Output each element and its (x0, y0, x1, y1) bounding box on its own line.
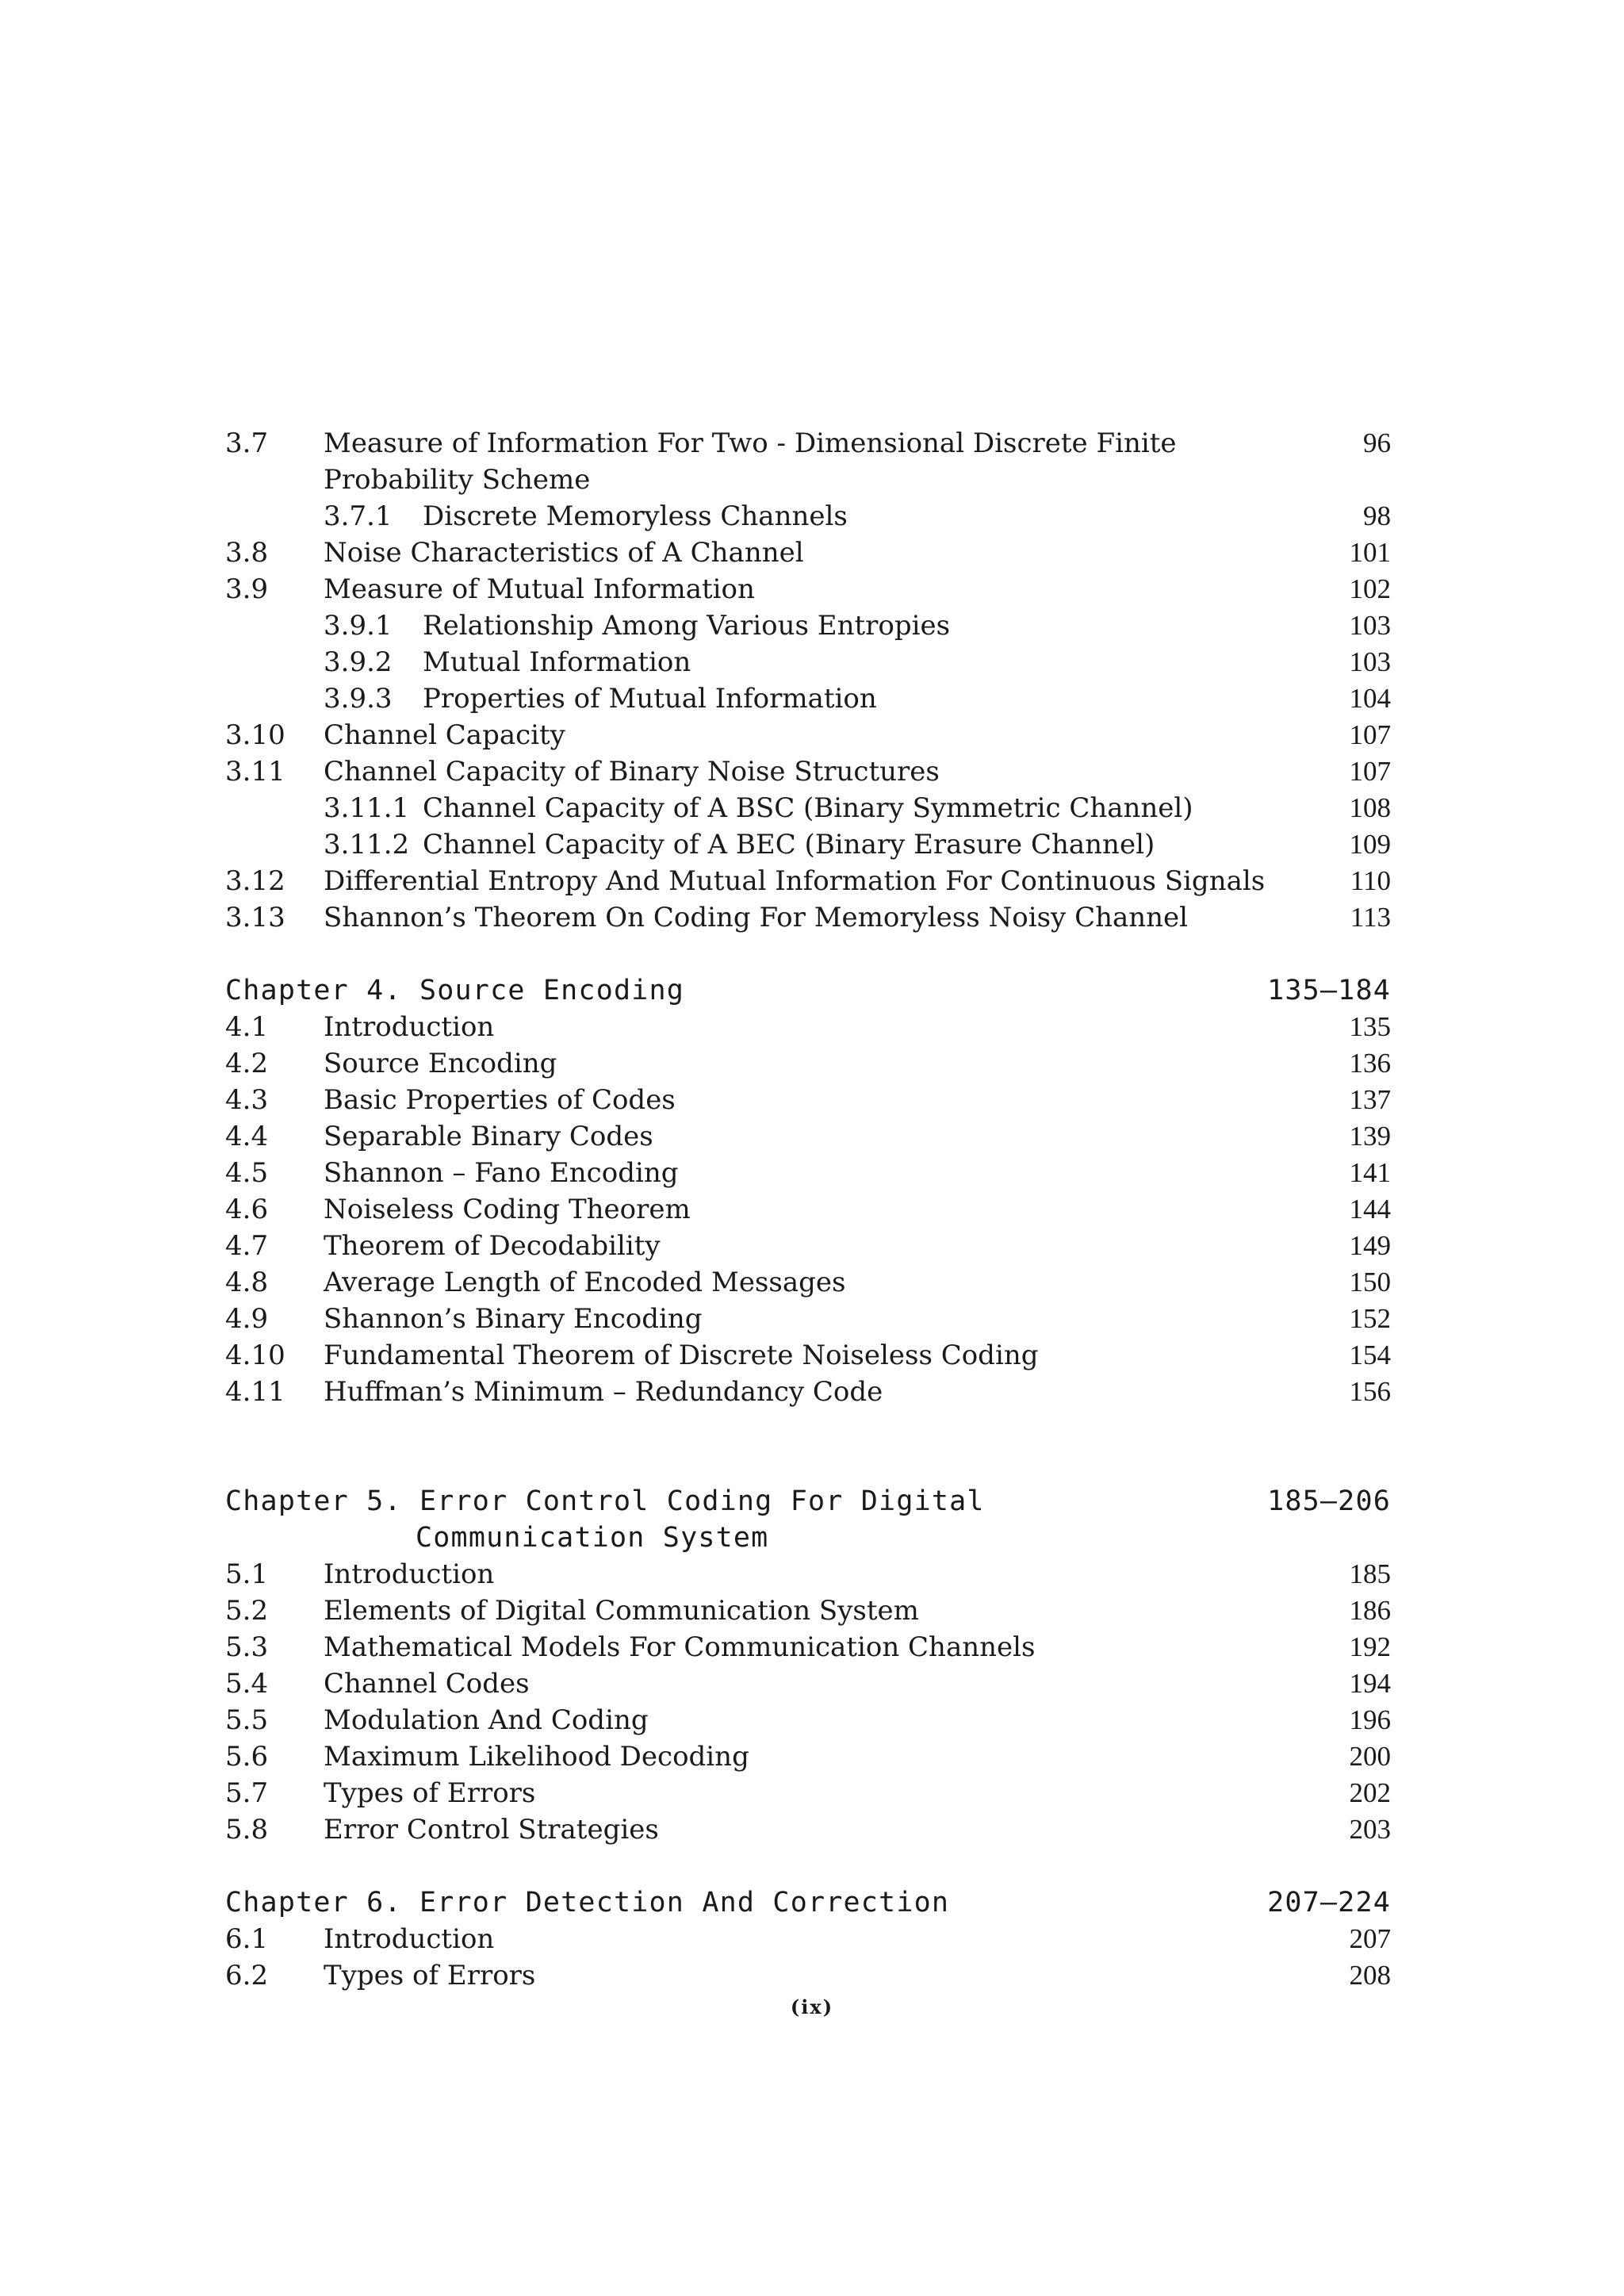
entry-number: 3.7.1 (324, 500, 393, 532)
entry-page: 185 (1349, 1558, 1391, 1589)
chapter-5-heading-continuation (225, 1520, 1391, 1556)
entry-page: 109 (1349, 829, 1391, 860)
chapter-page-range: 207–224 (1267, 1887, 1391, 1918)
entry-title: Elements of Digital Communication System (324, 1595, 919, 1627)
toc-entry (225, 1337, 1391, 1374)
entry-title: Theorem of Decodability (324, 1230, 661, 1262)
entry-number: 3.10 (225, 719, 285, 751)
entry-page: 136 (1349, 1048, 1391, 1079)
entry-page: 154 (1349, 1340, 1391, 1370)
toc-entry (225, 425, 1391, 462)
entry-number: 4.6 (225, 1194, 269, 1225)
entry-page: 103 (1349, 610, 1391, 641)
toc-entry (225, 535, 1391, 571)
entry-title: Fundamental Theorem of Discrete Noiseless Coding (324, 1340, 1039, 1371)
entry-page: 152 (1349, 1303, 1391, 1334)
toc-entry-continuation (225, 462, 1391, 498)
toc-entry (225, 1921, 1391, 1957)
entry-title: Channel Capacity of A BSC (Binary Symmetric Channel) (423, 792, 1193, 824)
entry-number: 3.11.1 (324, 792, 410, 824)
toc-entry (225, 717, 1391, 753)
toc-entry (225, 1118, 1391, 1155)
toc-entry (225, 1665, 1391, 1702)
entry-number: 3.9.1 (324, 610, 393, 642)
toc-entry (225, 899, 1391, 936)
toc-entry (225, 1775, 1391, 1811)
entry-number: 4.8 (225, 1267, 269, 1298)
entry-title: Introduction (324, 1011, 495, 1043)
chapter-title: Chapter 4. Source Encoding (225, 975, 685, 1006)
chapter-5-heading (225, 1483, 1391, 1520)
entry-title: Differential Entropy And Mutual Information For Continuous Signals (324, 865, 1266, 897)
entry-number: 5.8 (225, 1814, 269, 1846)
entry-page: 110 (1350, 865, 1391, 896)
entry-title: Modulation And Coding (324, 1704, 649, 1736)
entry-title: Probability Scheme (324, 464, 591, 496)
entry-page: 102 (1349, 573, 1391, 604)
entry-title: Error Control Strategies (324, 1814, 659, 1846)
entry-page: 194 (1349, 1668, 1391, 1699)
entry-number: 3.11.2 (324, 829, 410, 861)
toc-entry (225, 863, 1391, 899)
entry-title: Source Encoding (324, 1048, 557, 1079)
entry-number: 6.2 (225, 1960, 269, 1991)
entry-title: Shannon’s Theorem On Coding For Memoryless Noisy Channel (324, 902, 1189, 933)
toc-entry (225, 1629, 1391, 1665)
entry-number: 4.1 (225, 1011, 269, 1043)
entry-title: Measure of Information For Two - Dimensional Discrete Finite (324, 427, 1177, 459)
entry-page: 139 (1349, 1121, 1391, 1152)
entry-page: 196 (1349, 1704, 1391, 1735)
entry-title: Types of Errors (324, 1777, 536, 1809)
entry-page: 107 (1349, 756, 1391, 787)
entry-number: 4.2 (225, 1048, 269, 1079)
toc-entry (225, 571, 1391, 608)
entry-title: Introduction (324, 1558, 495, 1590)
entry-page: 135 (1349, 1011, 1391, 1042)
entry-title: Mutual Information (423, 646, 691, 678)
entry-number: 5.1 (225, 1558, 269, 1590)
entry-page: 186 (1349, 1595, 1391, 1626)
entry-number: 6.1 (225, 1923, 269, 1955)
toc-entry (225, 1702, 1391, 1738)
entry-page: 96 (1363, 427, 1391, 458)
entry-page: 144 (1349, 1194, 1391, 1225)
chapter-title-continuation: Communication System (416, 1522, 769, 1554)
table-of-contents (225, 425, 1391, 1994)
spacer (225, 1410, 1391, 1483)
entry-number: 5.4 (225, 1668, 269, 1700)
spacer (225, 1848, 1391, 1884)
entry-page: 98 (1363, 500, 1391, 531)
entry-title: Maximum Likelihood Decoding (324, 1741, 749, 1773)
toc-entry (225, 1957, 1391, 1994)
entry-number: 4.11 (225, 1376, 285, 1408)
chapter-4-heading (225, 972, 1391, 1009)
entry-number: 3.8 (225, 537, 269, 569)
entry-title: Properties of Mutual Information (423, 683, 877, 715)
toc-entry (225, 1264, 1391, 1301)
toc-subentry (225, 498, 1391, 535)
entry-title: Relationship Among Various Entropies (423, 610, 951, 642)
toc-entry (225, 1155, 1391, 1191)
entry-page: 104 (1349, 683, 1391, 714)
entry-title: Channel Capacity (324, 719, 565, 751)
entry-number: 3.9.2 (324, 646, 393, 678)
entry-title: Types of Errors (324, 1960, 536, 1991)
entry-page: 113 (1350, 902, 1391, 933)
toc-entry (225, 1811, 1391, 1848)
entry-title: Separable Binary Codes (324, 1121, 653, 1152)
entry-page: 207 (1349, 1923, 1391, 1954)
entry-number: 4.4 (225, 1121, 269, 1152)
entry-title: Noise Characteristics of A Channel (324, 537, 804, 569)
toc-subentry (225, 826, 1391, 863)
entry-title: Basic Properties of Codes (324, 1084, 676, 1116)
toc-entry (225, 1009, 1391, 1045)
entry-page: 108 (1349, 792, 1391, 823)
entry-page: 137 (1349, 1084, 1391, 1115)
entry-page: 149 (1349, 1230, 1391, 1261)
entry-page: 202 (1349, 1777, 1391, 1808)
spacer (225, 936, 1391, 972)
entry-page: 156 (1349, 1376, 1391, 1407)
entry-title: Measure of Mutual Information (324, 573, 755, 605)
entry-title: Channel Capacity of Binary Noise Structures (324, 756, 940, 788)
entry-title: Introduction (324, 1923, 495, 1955)
toc-entry (225, 1191, 1391, 1228)
entry-title: Channel Capacity of A BEC (Binary Erasure Channel) (423, 829, 1155, 861)
entry-number: 3.7 (225, 427, 269, 459)
entry-page: 103 (1349, 646, 1391, 677)
entry-page: 107 (1349, 719, 1391, 750)
toc-subentry (225, 608, 1391, 644)
entry-number: 5.2 (225, 1595, 269, 1627)
toc-subentry (225, 644, 1391, 680)
entry-number: 5.5 (225, 1704, 269, 1736)
toc-entry (225, 1301, 1391, 1337)
entry-number: 3.9 (225, 573, 269, 605)
entry-number: 4.9 (225, 1303, 269, 1335)
entry-number: 4.3 (225, 1084, 269, 1116)
entry-title: Average Length of Encoded Messages (324, 1267, 846, 1298)
entry-title: Mathematical Models For Communication Channels (324, 1631, 1036, 1663)
toc-entry (225, 753, 1391, 790)
entry-number: 3.9.3 (324, 683, 393, 715)
entry-page: 208 (1349, 1960, 1391, 1991)
toc-entry (225, 1556, 1391, 1593)
entry-page: 101 (1349, 537, 1391, 568)
toc-entry (225, 1374, 1391, 1410)
entry-page: 192 (1349, 1631, 1391, 1662)
entry-number: 5.3 (225, 1631, 269, 1663)
chapter-title: Chapter 5. Error Control Coding For Digital (225, 1485, 985, 1517)
toc-subentry (225, 680, 1391, 717)
chapter-page-range: 135–184 (1267, 975, 1391, 1006)
entry-page: 200 (1349, 1741, 1391, 1772)
entry-page: 141 (1349, 1157, 1391, 1188)
entry-title: Noiseless Coding Theorem (324, 1194, 691, 1225)
entry-title: Shannon – Fano Encoding (324, 1157, 679, 1189)
entry-number: 4.10 (225, 1340, 285, 1371)
entry-page: 203 (1349, 1814, 1391, 1845)
entry-title: Shannon’s Binary Encoding (324, 1303, 703, 1335)
entry-number: 3.11 (225, 756, 285, 788)
entry-number: 4.5 (225, 1157, 269, 1189)
entry-number: 5.6 (225, 1741, 269, 1773)
toc-entry (225, 1082, 1391, 1118)
toc-entry (225, 1738, 1391, 1775)
entry-number: 3.12 (225, 865, 285, 897)
toc-entry (225, 1045, 1391, 1082)
chapter-6-heading (225, 1884, 1391, 1921)
entry-page: 150 (1349, 1267, 1391, 1297)
chapter-title: Chapter 6. Error Detection And Correction (225, 1887, 950, 1918)
entry-number: 3.13 (225, 902, 285, 933)
toc-entry (225, 1228, 1391, 1264)
entry-number: 4.7 (225, 1230, 269, 1262)
entry-title: Channel Codes (324, 1668, 530, 1700)
page-number-footer: (ix) (790, 1995, 834, 2018)
toc-entry (225, 1593, 1391, 1629)
entry-title: Discrete Memoryless Channels (423, 500, 848, 532)
toc-subentry (225, 790, 1391, 826)
entry-number: 5.7 (225, 1777, 269, 1809)
chapter-page-range: 185–206 (1267, 1485, 1391, 1517)
entry-title: Huffman’s Minimum – Redundancy Code (324, 1376, 883, 1408)
